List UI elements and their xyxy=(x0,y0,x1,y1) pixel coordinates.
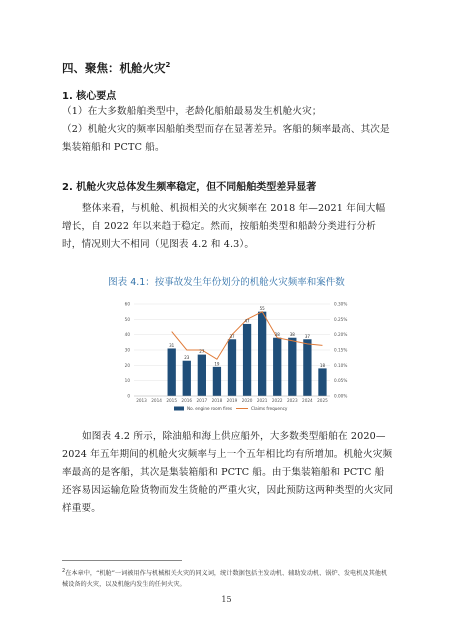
paragraph-point-1: （1）在大多数船舶类型中，老龄化船舶最易发生机舱火灾； xyxy=(62,106,322,117)
y-right-tick-label: 0.15% xyxy=(334,347,348,353)
x-tick-label: 2016 xyxy=(181,398,193,403)
bar-data-label: 47 xyxy=(244,318,250,324)
footnote-divider xyxy=(62,560,182,561)
page-number: 15 xyxy=(221,595,232,604)
bar-series xyxy=(168,312,327,396)
bar xyxy=(318,368,326,396)
figure-caption: 图表 4.1：按事故发生年份划分的机舱火灾频率和案件数 xyxy=(108,277,345,288)
bar-data-label: 19 xyxy=(214,361,220,367)
bar-data-label: 38 xyxy=(274,332,280,338)
y-left-tick-label: 30 xyxy=(124,347,130,353)
footnote xyxy=(62,566,392,590)
y-left-tick-label: 20 xyxy=(124,362,130,368)
paragraph-overview: 整体来看，与机舱、机损相关的火灾频率在 2018 年—2021 年间大幅增长，自 2022 年以来趋于稳定。然而，按船舶类型和船龄分类进行分析时，情况则大不相同（见图表 4.2 和 4.3）。 xyxy=(62,203,386,250)
x-tick-label: 2022 xyxy=(271,398,283,403)
bar-data-label: 27 xyxy=(199,349,205,355)
x-tick-label: 2015 xyxy=(166,398,178,403)
chart-legend xyxy=(174,406,288,411)
y-right-tick-label: 0.00% xyxy=(334,393,348,399)
engine-room-fire-chart xyxy=(112,292,352,415)
bar xyxy=(228,339,236,396)
legend-label-line: Claims frequency xyxy=(251,406,288,411)
bar xyxy=(288,338,296,396)
x-tick-label: 2017 xyxy=(196,398,208,403)
bar-data-label: 23 xyxy=(184,355,190,361)
bar xyxy=(198,355,206,396)
subheading-frequency: 2. 机舱火灾总体发生频率稳定，但不同船舶类型差异显著 xyxy=(62,182,317,193)
x-tick-label: 2014 xyxy=(151,398,162,403)
x-tick-label: 2024 xyxy=(302,398,313,403)
bar-data-label: 37 xyxy=(304,333,310,339)
y-left-tick-label: 10 xyxy=(124,378,130,384)
y-right-tick-label: 0.25% xyxy=(334,316,348,322)
footnote-text: 在本章中，“机舱”一词被用作与机械相关火灾的同义词，统计数据包括主发动机、辅助发动机、锅炉、发电机及其他机械设备的火灾，以及机舱内发生的任何火灾。 xyxy=(62,570,388,589)
footnote-ref: 2 xyxy=(165,61,171,70)
bar xyxy=(213,367,221,396)
bar-data-label: 31 xyxy=(169,342,175,348)
y-left-tick-label: 40 xyxy=(124,332,130,338)
subheading-key-points: 1. 核心要点 xyxy=(62,91,117,102)
section-heading: 四、聚焦：机舱火灾$^2$ xyxy=(62,61,171,75)
bar xyxy=(258,312,266,396)
x-tick-label: 2021 xyxy=(256,398,268,403)
bar xyxy=(243,324,251,396)
bar-data-label: 38 xyxy=(289,332,295,338)
bar xyxy=(303,339,311,396)
x-tick-label: 2019 xyxy=(226,398,238,403)
y-left-tick-label: 0 xyxy=(127,393,130,399)
footnote-mark: 2 xyxy=(62,568,66,574)
x-tick-label: 2018 xyxy=(211,398,223,403)
y-left-tick-label: 60 xyxy=(124,301,130,307)
legend-label-bars: No. engine room fires xyxy=(187,406,233,411)
y-right-tick-label: 0.10% xyxy=(334,362,348,368)
legend-swatch-bars xyxy=(174,407,184,411)
y-right-tick-label: 0.30% xyxy=(334,301,348,307)
bar-data-label: 37 xyxy=(229,333,235,339)
x-tick-label: 2025 xyxy=(317,398,328,403)
paragraph-analysis: 如图表 4.2 所示，除油船和海上供应船外，大多数类型船舶在 2020—2024 年五年期间的机舱火灾频率与上一个五年相比均有所增加。机舱火灾频率最高的是客船，其次是集装箱船和 PCTC 船。由于集装箱船和 PCTC 船还容易因运输危险货物而发生货舱的严重火灾，因此预防这两种类型的火灾同样重要。 xyxy=(62,431,394,514)
y-right-tick-label: 0.20% xyxy=(334,332,348,338)
bar xyxy=(168,348,176,396)
y-right-tick-label: 0.05% xyxy=(334,378,348,384)
y-left-tick-label: 50 xyxy=(124,316,130,322)
bar-data-label: 18 xyxy=(319,362,326,368)
bar xyxy=(273,338,281,396)
paragraph-point-2: （2）机舱火灾的频率因船舶类型而存在显著差异。客船的频率最高、其次是集装箱船和 PCTC 船。 xyxy=(62,124,390,153)
bar xyxy=(183,361,191,396)
bar-data-label: 55 xyxy=(259,306,265,312)
x-tick-label: 2023 xyxy=(286,398,298,403)
x-tick-label: 2020 xyxy=(241,398,253,403)
x-tick-label: 2013 xyxy=(136,398,147,403)
